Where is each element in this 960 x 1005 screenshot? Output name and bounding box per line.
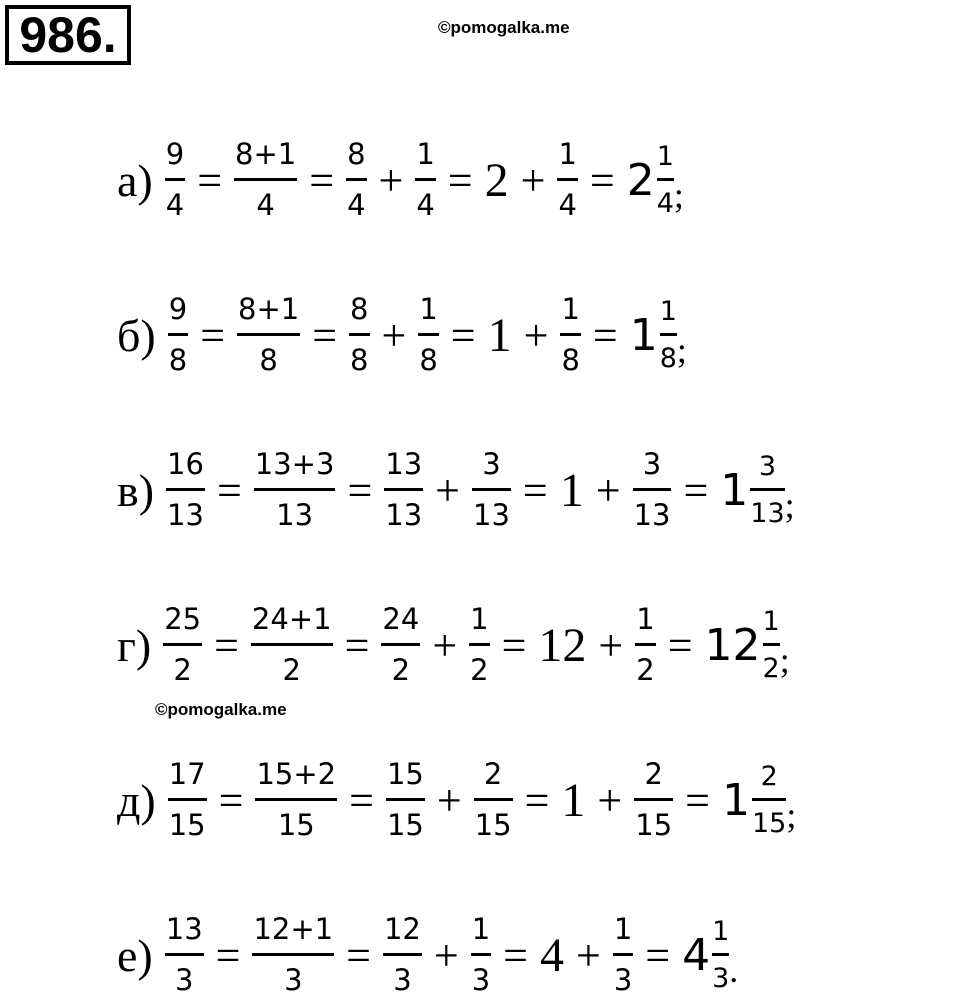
fraction-remainder-2-numerator: 1: [561, 292, 580, 326]
fraction-bar: [634, 798, 673, 801]
equals-sign: =: [592, 310, 618, 360]
mixed-number-fraction: [763, 608, 780, 682]
watermark-top: ©pomogalka.me: [438, 18, 570, 37]
whole-number: 1: [487, 308, 512, 362]
mixed-number-fraction-denominator: 15: [751, 808, 787, 839]
plus-sign: +: [432, 620, 458, 670]
fraction-whole-part-denominator: 3: [393, 963, 412, 997]
fraction-whole-part: [349, 292, 369, 377]
equation-row: [117, 130, 684, 230]
fraction-bar: [255, 798, 337, 801]
mixed-number-fraction-numerator: 1: [656, 141, 674, 172]
fraction-whole-part-denominator: 15: [386, 808, 424, 842]
fraction-bar: [384, 488, 423, 491]
mixed-number-fraction-denominator: 13: [750, 498, 785, 529]
fraction-remainder-2-numerator: 3: [642, 447, 662, 481]
fraction-remainder-denominator: 4: [416, 188, 435, 222]
mixed-number-fraction-numerator: 1: [712, 916, 730, 947]
fraction-split-denominator: 3: [284, 963, 303, 997]
fraction-whole-part-denominator: 2: [391, 653, 411, 687]
fraction-bar: [251, 643, 333, 646]
fraction-whole-part: [383, 912, 422, 997]
fraction-remainder-numerator: 1: [471, 912, 491, 946]
fraction-bar: [633, 488, 672, 491]
fraction-remainder-2-numerator: 2: [644, 757, 663, 791]
mixed-number-integer: 1: [721, 774, 750, 826]
fraction-bar: [471, 953, 491, 956]
fraction-remainder-denominator: 13: [473, 498, 510, 532]
mixed-number-fraction: [752, 763, 786, 837]
fraction-original-denominator: 8: [168, 343, 188, 377]
equals-sign: =: [200, 310, 226, 360]
fraction-remainder-numerator: 1: [419, 292, 438, 326]
fraction-original-denominator: 15: [168, 808, 206, 842]
fraction-bar: [560, 333, 580, 336]
fraction-bar: [346, 178, 366, 181]
fraction-original-numerator: 16: [167, 447, 204, 481]
equals-sign: =: [349, 775, 374, 825]
fraction-split-denominator: 13: [276, 498, 314, 532]
fraction-whole-part-denominator: 4: [347, 188, 366, 222]
fraction-split: [237, 292, 300, 377]
equation-row: [117, 595, 790, 695]
mixed-number-fraction: [750, 453, 784, 527]
fraction-original: [166, 447, 205, 532]
row-label: б): [117, 309, 156, 361]
equals-sign: =: [447, 155, 473, 205]
fraction-original: [168, 757, 207, 842]
mixed-number-integer: 1: [720, 464, 749, 516]
fraction-whole-part-numerator: 8: [347, 137, 366, 171]
row-terminator: ;: [673, 175, 684, 215]
fraction-original-numerator: 9: [168, 292, 188, 326]
mixed-number-fraction: [657, 143, 674, 217]
mixed-number-fraction-numerator: 2: [760, 761, 778, 792]
whole-number: 4: [539, 928, 564, 982]
fraction-bar: [752, 798, 786, 801]
fraction-split: [251, 602, 333, 687]
fraction-whole-part-numerator: 13: [385, 447, 423, 481]
fraction-bar: [237, 333, 300, 336]
equals-sign: =: [683, 465, 709, 515]
mixed-number-fraction-denominator: 2: [762, 653, 780, 684]
equals-sign: =: [589, 155, 615, 205]
fraction-bar: [472, 488, 511, 491]
equals-sign: =: [344, 620, 370, 670]
row-label: г): [117, 619, 152, 671]
fraction-remainder-2: [557, 137, 577, 222]
fraction-whole-part-denominator: 13: [385, 498, 423, 532]
fraction-remainder-2-denominator: 4: [558, 188, 577, 222]
equals-sign: =: [309, 155, 335, 205]
fraction-remainder-2: [613, 912, 633, 997]
mixed-number-integer: 12: [704, 619, 761, 671]
fraction-split-denominator: 8: [259, 343, 278, 377]
whole-number: 2: [484, 153, 509, 207]
row-terminator: ;: [676, 330, 687, 370]
fraction-remainder-numerator: 1: [416, 137, 435, 171]
equals-sign: =: [503, 930, 528, 980]
plus-sign: +: [575, 930, 601, 980]
mixed-number-fraction: [712, 918, 729, 992]
plus-sign: +: [595, 465, 621, 515]
fraction-bar: [234, 178, 297, 181]
row-label: е): [117, 929, 153, 981]
fraction-whole-part: [386, 757, 425, 842]
row-label: д): [117, 774, 156, 826]
fraction-whole-part-numerator: 24: [382, 602, 420, 636]
fraction-remainder: [474, 757, 513, 842]
fraction-bar: [660, 333, 677, 336]
fraction-bar: [349, 333, 369, 336]
fraction-bar: [750, 488, 784, 491]
fraction-bar: [165, 178, 185, 181]
fraction-remainder-numerator: 2: [483, 757, 503, 791]
fraction-whole-part-denominator: 8: [350, 343, 369, 377]
equation-row: [117, 285, 687, 385]
fraction-split: [254, 447, 336, 532]
fraction-remainder: [471, 912, 491, 997]
row-label: а): [117, 154, 153, 206]
plus-sign: +: [598, 620, 624, 670]
fraction-remainder-denominator: 15: [474, 808, 512, 842]
row-terminator: ;: [786, 795, 797, 835]
fraction-whole-part-numerator: 12: [383, 912, 421, 946]
fraction-split-numerator: 8+1: [235, 137, 297, 171]
plus-sign: +: [433, 930, 459, 980]
fraction-split-numerator: 24+1: [251, 602, 332, 636]
fraction-split-denominator: 15: [277, 808, 315, 842]
fraction-split: [255, 757, 337, 842]
fraction-whole-part: [381, 602, 420, 687]
fraction-remainder-2-denominator: 3: [613, 963, 633, 997]
equation-row: [117, 750, 796, 850]
fraction-original: [163, 602, 202, 687]
fraction-remainder-2: [634, 757, 673, 842]
fraction-remainder: [418, 292, 438, 377]
fraction-original: [168, 292, 188, 377]
mixed-number-fraction-numerator: 1: [659, 296, 677, 327]
whole-number: 12: [538, 618, 587, 672]
fraction-remainder-2-numerator: 1: [558, 137, 577, 171]
fraction-remainder: [472, 447, 511, 532]
fraction-bar: [252, 953, 334, 956]
problem-number: 986.: [19, 7, 117, 63]
plus-sign: +: [381, 310, 407, 360]
equals-sign: =: [667, 620, 693, 670]
fraction-bar: [474, 798, 513, 801]
fraction-original-denominator: 2: [173, 653, 192, 687]
fraction-whole-part: [346, 137, 366, 222]
fraction-whole-part: [384, 447, 423, 532]
fraction-remainder-2-denominator: 2: [636, 653, 655, 687]
fraction-split: [252, 912, 334, 997]
mixed-number-fraction: [660, 298, 677, 372]
row-terminator: ;: [779, 640, 790, 680]
plus-sign: +: [597, 775, 623, 825]
equals-sign: =: [346, 930, 371, 980]
fraction-remainder-denominator: 8: [419, 343, 438, 377]
whole-number: 1: [561, 773, 586, 827]
fraction-split-denominator: 2: [282, 653, 301, 687]
fraction-split-numerator: 8+1: [238, 292, 300, 326]
equals-sign: =: [450, 310, 476, 360]
fraction-bar: [415, 178, 435, 181]
fraction-original: [165, 137, 185, 222]
equation-row: [117, 440, 795, 540]
fraction-bar: [557, 178, 577, 181]
fraction-split-numerator: 15+2: [256, 757, 337, 791]
fraction-bar: [763, 643, 780, 646]
plus-sign: +: [435, 465, 460, 515]
plus-sign: +: [436, 775, 462, 825]
fraction-split-numerator: 13+3: [254, 447, 335, 481]
watermark-middle: ©pomogalka.me: [155, 700, 287, 719]
fraction-bar: [635, 643, 655, 646]
fraction-remainder: [469, 602, 489, 687]
fraction-original-denominator: 3: [174, 963, 194, 997]
fraction-split-denominator: 4: [256, 188, 275, 222]
fraction-whole-part-numerator: 15: [386, 757, 424, 791]
mixed-number-fraction-denominator: 3: [712, 963, 730, 994]
equals-sign: =: [501, 620, 527, 670]
mixed-number-fraction-numerator: 1: [762, 606, 780, 637]
fraction-split: [234, 137, 297, 222]
fraction-bar: [386, 798, 425, 801]
fraction-original-numerator: 25: [164, 602, 202, 636]
row-label: в): [117, 464, 155, 516]
fraction-remainder-2-denominator: 13: [633, 498, 671, 532]
fraction-bar: [418, 333, 438, 336]
fraction-bar: [712, 953, 729, 956]
equals-sign: =: [312, 310, 338, 360]
fraction-bar: [469, 643, 489, 646]
fraction-remainder-denominator: 3: [471, 963, 491, 997]
mixed-number-integer: 1: [629, 309, 658, 361]
whole-number: 1: [559, 463, 584, 517]
fraction-bar: [613, 953, 633, 956]
fraction-remainder-denominator: 2: [470, 653, 489, 687]
fraction-bar: [254, 488, 336, 491]
fraction-remainder-2-denominator: 15: [635, 808, 673, 842]
mixed-number-integer: 4: [682, 929, 711, 981]
fraction-bar: [381, 643, 420, 646]
fraction-remainder-numerator: 1: [470, 602, 489, 636]
fraction-remainder-2-numerator: 1: [613, 912, 633, 946]
fraction-remainder-2-denominator: 8: [561, 343, 580, 377]
fraction-remainder-2-numerator: 1: [636, 602, 655, 636]
fraction-remainder-2: [635, 602, 655, 687]
fraction-bar: [163, 643, 202, 646]
equals-sign: =: [685, 775, 710, 825]
mixed-number-fraction-numerator: 3: [758, 451, 777, 482]
fraction-original-denominator: 13: [167, 498, 204, 532]
equals-sign: =: [216, 465, 242, 515]
plus-sign: +: [520, 155, 546, 205]
equals-sign: =: [197, 155, 223, 205]
plus-sign: +: [378, 155, 404, 205]
fraction-bar: [165, 953, 204, 956]
equation-row: [117, 905, 738, 1005]
fraction-remainder-2: [560, 292, 580, 377]
problem-number-box: [5, 5, 131, 65]
row-terminator: .: [729, 950, 739, 990]
mixed-number-fraction-denominator: 4: [656, 188, 674, 219]
mixed-number-fraction-denominator: 8: [659, 343, 677, 374]
equals-sign: =: [524, 775, 550, 825]
equals-sign: =: [347, 465, 373, 515]
plus-sign: +: [523, 310, 549, 360]
row-terminator: ;: [784, 485, 795, 525]
equals-sign: =: [218, 775, 244, 825]
fraction-split-numerator: 12+1: [253, 912, 334, 946]
fraction-bar: [168, 333, 188, 336]
fraction-original-numerator: 13: [165, 912, 203, 946]
fraction-whole-part-numerator: 8: [350, 292, 369, 326]
fraction-remainder-numerator: 3: [482, 447, 501, 481]
equals-sign: =: [645, 930, 671, 980]
fraction-remainder-2: [633, 447, 672, 532]
equals-sign: =: [214, 620, 239, 670]
fraction-bar: [657, 178, 674, 181]
fraction-original-denominator: 4: [165, 188, 185, 222]
equals-sign: =: [522, 465, 548, 515]
fraction-original-numerator: 9: [165, 137, 185, 171]
fraction-remainder: [415, 137, 435, 222]
equals-sign: =: [215, 930, 241, 980]
fraction-bar: [383, 953, 422, 956]
fraction-original: [165, 912, 204, 997]
fraction-bar: [168, 798, 207, 801]
fraction-original-numerator: 17: [168, 757, 206, 791]
fraction-bar: [166, 488, 205, 491]
mixed-number-integer: 2: [626, 154, 655, 206]
